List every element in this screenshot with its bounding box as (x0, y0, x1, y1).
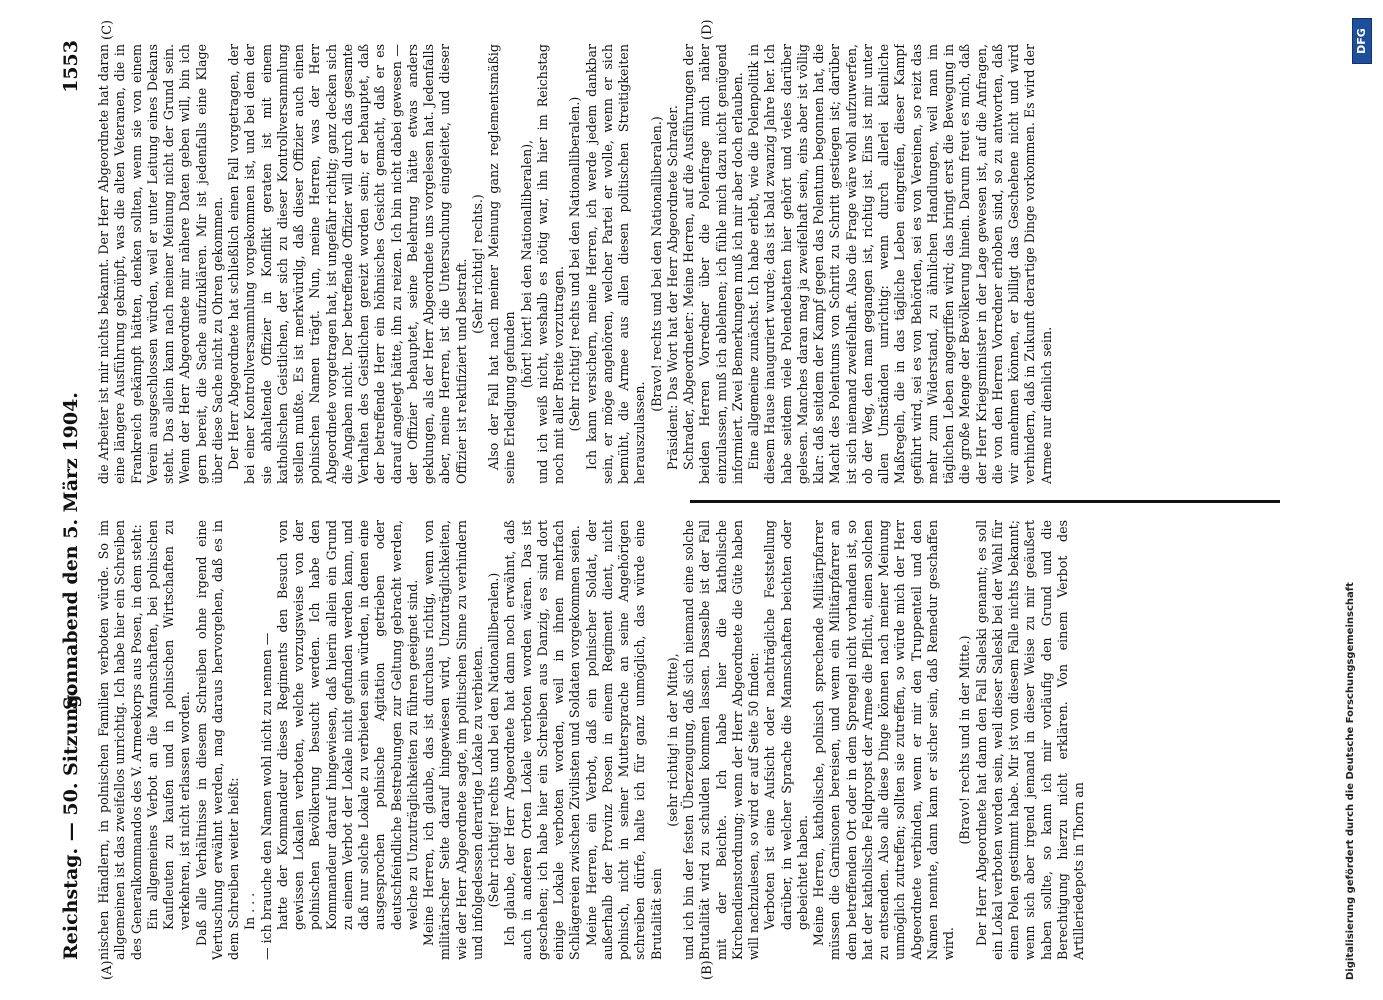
speaker-paragraph: Schrader, Abgeordneter: Meine Herren, auf die Ausführungen der beiden Herren Vorredner über die Polenfrage mich näher einzulassen, muß ich ablehnen; ich fühle mich dazu nicht genügend informiert. Zwei Bemerkungen muß ich mir aber doch erlauben. (681, 44, 745, 484)
quoted-paragraph: hatte der Kommandeur dieses Regiments den Besuch von gewissen Lokalen verboten, welche vorzugsweise von der polnischen Bevölkerung besucht werden. Ich habe den Kommandeur darauf hingewiesen, daß hierin allein ein Grund zu einem Verbot der Lokale nicht gefunden werden kann, und daß nur solche Lokale zu verbieten sein würden, in denen eine ausgesprochen polnische Agitation getrieben oder deutschfeindliche Bestrebungen zur Geltung gebracht werden, welche zu Unzuträglichkeiten zu führen geeignet sind. (274, 520, 420, 930)
paragraph: Meine Herren, ich glaube, das ist durchaus richtig, wenn von militärischer Seite darauf hingewiesen wird, Unzuträglichkeiten, wie der Herr Abgeordnete sagte, im politischen Sinne zu verhindern und infolgedessen derartige Lokale zu verbieten. (421, 520, 485, 960)
interjection: (sehr richtig! in der Mitte), (664, 653, 680, 827)
paragraph: — ich brauche den Namen wohl nicht zu nennen — (258, 632, 274, 960)
interjection: (Sehr richtig! rechts und bei den Nationalliberalen.) (567, 96, 583, 432)
interjection: (Sehr richtig! rechts.) (469, 194, 485, 334)
column-divider (690, 500, 1280, 503)
quoted-paragraph: Verboten ist eine Aufsicht oder nachträgliche Feststellung darüber, in welcher Sprache die Mannschaften beichten oder gebeichtet haben. (762, 520, 810, 930)
margin-marker-a: (A) (100, 960, 115, 980)
interjection: (hört! hört! bei den Nationalliberalen), (518, 139, 534, 389)
quoted-paragraph: Ein allgemeines Verbot an die Mannschaften, bei polnischen Kaufleuten zu kaufen und in polnischen Wirtschaften zu verkehren, ist nicht erlassen worden. (144, 520, 193, 930)
paragraph: nischen Händlern, in polnischen Familien verboten würde. So im allgemeinen ist das zweifellos unrichtig. Ich habe hier ein Schreiben des Generalkommandos des V. Armeekorps aus Posen, in dem steht: (96, 520, 144, 960)
quoted-paragraph: In . . . (242, 892, 258, 930)
digitization-credit: Digitalisierung gefördert durch die Deutsche Forschungsgemeinschaft (1345, 582, 1356, 980)
interjection: (Bravo! rechts und bei den Nationalliberalen.) (648, 116, 664, 412)
paragraph: Ich kann versichern, meine Herren, ich werde jedem dankbar sein, er möge angehören, welcher Partei er wolle, wenn er sich bemüht, die Armee aus allen diesen politischen Streitigkeiten herauszulassen. (583, 44, 648, 484)
paragraph: Ich glaube, der Herr Abgeordnete hat dann noch erwähnt, daß auch in anderen Orten Lokale verboten worden wären. Das ist geschehen; ich habe hier ein Schreiben aus Danzig, es sind dort einige Lokale verboten worden, weil in ihnen mehrfach Schlägereien zwischen Zivilisten und Soldaten vorgekommen seien. (502, 520, 583, 960)
margin-marker-d: (D) (700, 19, 715, 40)
speaker-paragraph: Präsident: Das Wort hat der Herr Abgeordnete Schrader. (664, 105, 680, 470)
paragraph: und ich weiß nicht, weshalb es nötig war, ihn hier im Reichstag noch mit aller Breite vorzutragen. (534, 44, 566, 484)
paragraph: die Arbeiter ist mir nichts bekannt. Der Herr Abgeordnete hat daran eine längere Ausführung geknüpft, was die alten Veteranen, die in Frankreich gekämpft hätten, denken sollten, wenn sie von einem Verein ausgeschlossen würden, weil er unter Leitung eines Dekans steht. Das allein kann nach meiner Meinung nicht der Grund sein. Wenn der Herr Abgeordnete mir nähere Daten geben will, bin ich gern bereit, die Sache aufzuklären. Mir ist jedenfalls eine Klage über diese Sache nicht zu Ohren gekommen. (96, 44, 225, 484)
paragraph: Meine Herren, katholische, polnisch sprechende Militärpfarrer müssen die Garnisonen bereisen, und wenn ein Militärpfarrer an dem betreffenden Ort oder in dem Sprengel nicht vorhanden ist, so hat der katholische Feldpropst der Armee die Pflicht, einen solchen zu entsenden. Also alle diese Dinge können nach meiner Meinung unmöglich zutreffen; sollten sie zutreffen, so würde mich der Herr Abgeordnete verbinden, wenn er mir den Truppenteil und den Namen nennte, dann kann er sicher sein, daß Remedur geschaffen wird. (811, 520, 956, 960)
margin-marker-b: (B) (700, 960, 715, 980)
paragraph: Daß alle Verhältnisse in diesem Schreiben ohne irgend eine Vertuschung erwähnt werden, mag daraus hervorgehen, daß es in dem Schreiben weiter heißt: (193, 520, 241, 960)
paragraph: Der Herr Abgeordnete hat schließlich einen Fall vorgetragen, der bei einer Kontrollversammlung vorgekommen ist, und bei dem der sie abhaltende Offizier in Konflikt geraten ist mit einem katholischen Geistlichen, der sich zu dieser Kontrollversammlung stellen mußte. Es ist merkwürdig, daß dieser Offizier auch einen polnischen Namen trägt. Nun, meine Herren, was der Herr Abgeordnete vorgetragen hat, ist ungefähr richtig; ganz decken sich die Angaben nicht. Der betreffende Offizier will durch das gesamte Verhalten des Geistlichen gereizt worden sein; er behauptet, daß der betreffende Herr ein höhnisches Gesicht gemacht, daß er es darauf angelegt hätte, ihn zu reizen. Ich bin nicht dabei gewesen — der Offizier behauptet, seine Belehrung hätte etwas anders geklungen, als der Herr Abgeordnete uns vorgelesen hat. Jedenfalls aber, meine Herren, ist die Untersuchung eingeleitet, und dieser Offizier ist rektifiziert und bestraft. (226, 44, 469, 484)
interjection: (Sehr richtig! rechts und bei den Nationalliberalen.) (486, 572, 501, 908)
left-text-column (96, 520, 1296, 960)
dfg-logo: DFG (1352, 18, 1372, 64)
running-title: Reichstag. — 50. Sitzung. (60, 687, 82, 960)
page-header (50, 40, 90, 960)
paragraph: und ich bin der festen Überzeugung, daß sich niemand eine solche Brutalität wird zu schulden kommen lassen. Dasselbe ist der Fall mit der Beichte. Ich habe hier die katholische Kirchendienstordnung; wenn der Herr Abgeordnete die Güte haben will nachzulesen, so wird er auf Seite 50 finden: (681, 520, 761, 960)
paragraph: Also der Fall hat nach meiner Meinung ganz reglementsmäßig seine Erledigung gefunden (486, 44, 518, 484)
interjection: (Bravo! rechts und in der Mitte.) (957, 635, 973, 845)
paragraph: Meine Herren, ein Verbot, daß ein polnischer Soldat, der außerhalb der Provinz Posen in einem Regiment dient, nicht polnisch, nicht in seiner Muttersprache an seine Angehörigen schreiben dürfe, halte ich für ganz unmöglich, das würde eine Brutalität sein (583, 520, 664, 960)
page-number: 1553 (60, 40, 82, 93)
paragraph: Eine allgemeine zunächst. Ich habe erlebt, wie die Polenpolitik in diesem Hause inauguriert wurde; das ist bald zwanzig Jahre her. Ich habe seitdem viele Polendebatten hier gehört und vieles darüber gelesen. Manches daran mag ja zweifelhaft sein, eins aber ist völlig klar: daß seitdem der Kampf gegen das Polentum begonnen hat, die Macht des Polentums von Schritt zu Schritt gestiegen ist; darüber ist sich niemand zweifelhaft. Also die Frage wäre wohl aufzuwerfen, ob der Weg, den man gegangen ist, richtig ist. Eins ist mir unter allen Umständen unrichtig: wenn durch allerlei kleinliche Maßregeln, die in das tägliche Leben eingreifen, dieser Kampf geführt wird, sei es von Behörden, sei es von Vereinen, so reizt das mehr zum Widerstand, zu ähnlichen Handlungen, weil man im täglichen Leben angegriffen wird; das bringt erst die Bewegung in die große Menge der Bevölkerung hinein. Darum freut es mich, daß der Herr Kriegsminister in der Lage gewesen ist, auf die Anfragen, die von den Herren Vorredner erhoben sind, so zu antworten, daß wir annehmen können, er billigt das Geschehene nicht und wird verhindern, daß in Zukunft derartige Dinge vorkommen. Es wird der Armee nur dienlich sein. (746, 44, 1054, 484)
margin-marker-c: (C) (100, 19, 115, 40)
session-date: Sonnabend den 5. März 1904. (60, 392, 82, 710)
right-text-column (96, 44, 1296, 484)
paragraph: Der Herr Abgeordnete hat dann den Fall Saleski genannt; es soll ein Lokal verboten worden sein, weil dieser Saleski bei der Wahl für einen Polen gestimmt habe. Mir ist von diesem Falle nichts bekannt; wenn sich aber irgend jemand in dieser Weise zu mir geäußert haben sollte, so kann ich mir vorläufig den Grund und die Berechtigung hierzu nicht erklären. Von einem Verbot des Artilleriedepots in Thorn an (973, 520, 1086, 960)
